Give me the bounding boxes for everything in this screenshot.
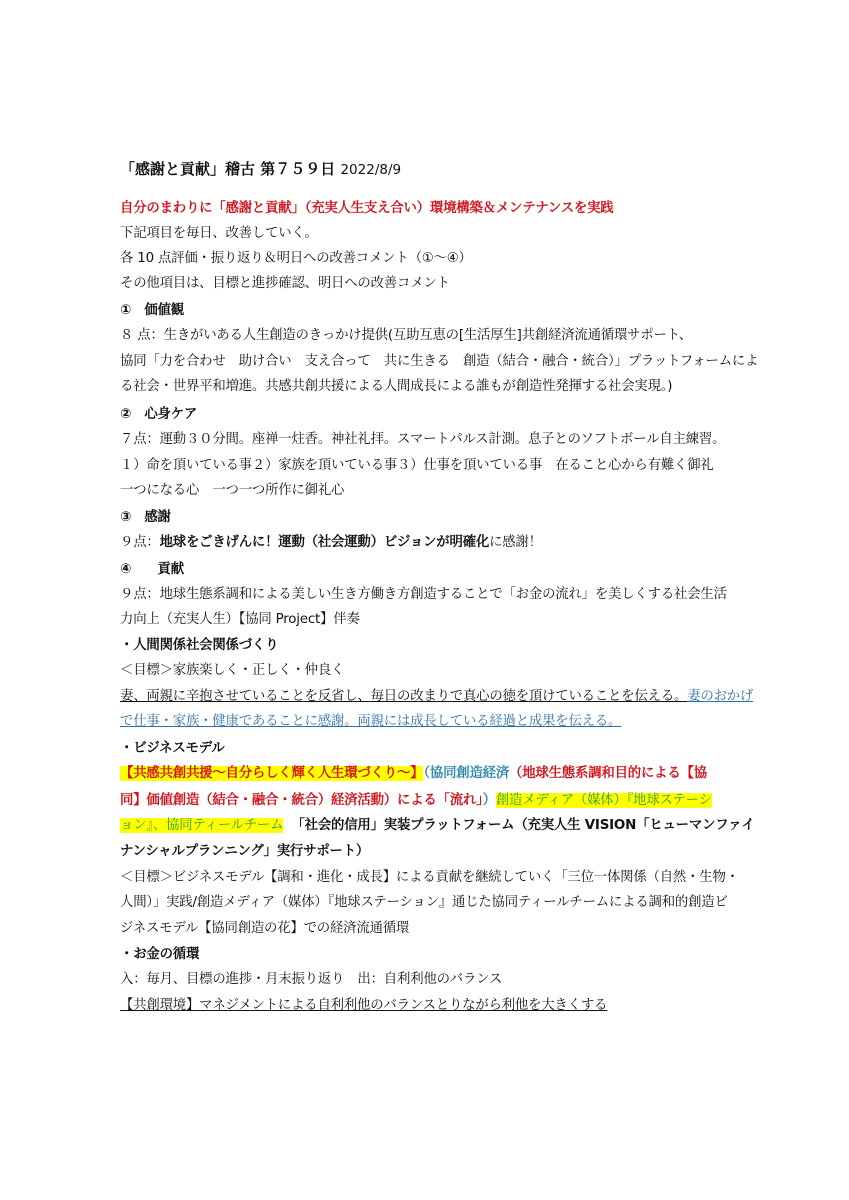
gratitude-suffix: に感謝！ xyxy=(489,535,542,550)
business-paren-close: ） xyxy=(482,793,496,808)
intro-line-1: 下記項目を毎日、改善していく。 xyxy=(120,226,318,241)
relations-goal: ＜目標＞家族楽しく・正しく・仲良く xyxy=(120,663,345,678)
section-care-heading: ② 心身ケア xyxy=(120,407,198,422)
relations-line-2: で仕事・家族・健康であることに感謝。両親には成長している経過と成果を伝える。 xyxy=(120,714,622,729)
relations-text-black: 妻、両親に辛抱させていることを反省し、毎日の改まりで真心の徳を頂けていることを伝える。 xyxy=(120,689,688,704)
business-green-highlight: 創造メディア（媒体）『地球ステーシ xyxy=(495,793,712,808)
intro-line-2: 各 10 点評価・振り返り＆明日への改善コメント（①～④） xyxy=(120,251,472,266)
business-goal-3: ジネスモデル【協同創造の花】での経済流通循環 xyxy=(120,921,410,936)
business-bold-text: 「社会的信用」実装プラットフォーム（充実人生 VISION「ヒューマンファイ xyxy=(291,818,755,833)
title-main: 「感謝と貢献」稽古 第７５９日 xyxy=(120,160,336,178)
section-contribution-heading: ④ 貢献 xyxy=(120,562,184,577)
section-values-line-1: ８ 点：生きがいある人生創造のきっかけ提供(互助互恵の[生活厚生]共創経済流通循環サポート、 xyxy=(120,328,692,343)
business-paren-open: （ xyxy=(423,766,430,781)
intro-line-3: その他項目は、目標と進捗確認、明日への改善コメント xyxy=(120,276,450,291)
business-line-3 xyxy=(120,814,755,833)
section-gratitude-heading: ③ 感謝 xyxy=(120,510,171,525)
business-heading: ・ビジネスモデル xyxy=(120,741,225,756)
title-date: 2022/8/9 xyxy=(340,162,402,178)
section-care-line-3: 一つになる心 一つ一つ所作に御礼心 xyxy=(120,483,345,498)
section-care-line-2: １）命を頂いている事２）家族を頂いている事３）仕事を頂いている事 在ること心から有難く御礼 xyxy=(120,458,714,473)
intro-headline: 自分のまわりに「感謝と貢献」（充実人生支え合い）環境構築＆メンテナンスを実践 xyxy=(120,201,614,216)
section-care-line-1: ７点：運動３０分間。座禅一炷香。神社礼拝。スマートパルス計測。息子とのソフトボール自主練習。 xyxy=(120,432,726,447)
section-values-heading: ① 価値観 xyxy=(120,303,184,318)
business-line-4: ナンシャルプランニング」実行サポート） xyxy=(120,844,370,859)
section-gratitude-line-1 xyxy=(120,531,542,550)
business-red-highlight: 【共感共創共援～自分らしく輝く人生環づくり～】 xyxy=(120,766,424,781)
page-title xyxy=(120,158,401,179)
section-contribution-line-1: ９点：地球生態系調和による美しい生き方働き方創造することで「お金の流れ」を美しくする社会生活 xyxy=(120,587,727,602)
relations-text-blue: 妻のおかげ xyxy=(687,689,754,704)
business-line-1 xyxy=(120,762,707,781)
business-red-text: （地球生態系調和目的による【協 xyxy=(509,766,707,781)
relations-heading: ・人間関係社会関係づくり xyxy=(120,638,279,653)
section-values-line-2: 協同「力を合わせ 助け合い 支え合って 共に生きる 創造（結合・融合・統合）」プラットフォームによ xyxy=(120,354,759,369)
business-goal-2: 人間）」実践/創造メディア（媒体）『地球ステーション』通じた協同ティールチームによる調和的創造ビ xyxy=(120,895,728,910)
business-goal-1: ＜目標＞ビジネスモデル【調和・進化・成長】による貢献を継続していく「三位一体関係（自然・生物・ xyxy=(120,870,739,885)
business-line-2 xyxy=(120,789,712,808)
section-contribution-line-2: 力向上（充実人生）【協同 Project】伴奏 xyxy=(120,612,360,627)
money-heading: ・お金の循環 xyxy=(120,947,200,962)
money-line-1: 入：毎月、目標の進捗・月末振り返り 出：自利利他のバランス xyxy=(120,972,503,987)
money-line-2: 【共創環境】マネジメントによる自利利他のバランスとりながら利他を大きくする xyxy=(120,998,608,1013)
business-red-text-2: 同】価値創造（結合・融合・統合）経済活動）による「流れ」 xyxy=(120,793,483,808)
gratitude-score: ９点： xyxy=(120,535,160,550)
relations-line-1 xyxy=(120,685,753,704)
business-blue-text: 協同創造経済 xyxy=(429,766,510,781)
section-values-line-3: る社会・世界平和増進。共感共創共援による人間成長による誰もが創造性発揮する社会実現。) xyxy=(120,379,673,394)
business-green-highlight-2: ョン』、協同ティールチーム xyxy=(120,818,284,833)
gratitude-bold-text: 地球をごきげんに！運動（社会運動）ビジョンが明確化 xyxy=(159,535,490,550)
